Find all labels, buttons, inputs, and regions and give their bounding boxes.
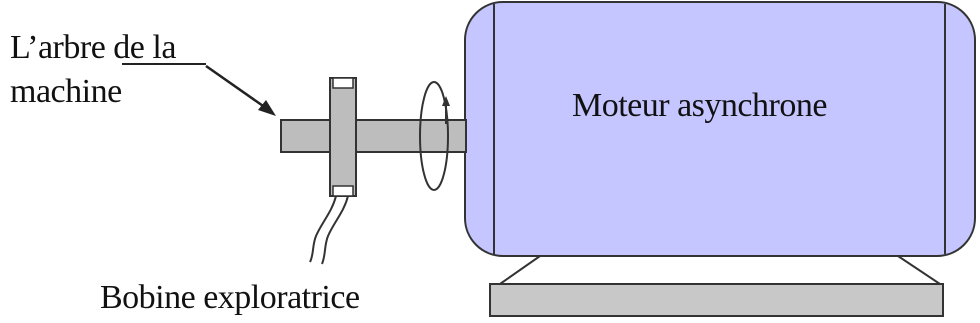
coil-wire-2 [322, 196, 348, 264]
motor-body [465, 2, 975, 256]
motor-base-plate [490, 284, 943, 316]
shaft-label-line1: L’arbre de la [10, 29, 176, 66]
machine-shaft [281, 120, 466, 152]
coil-ring-bottom-cap [333, 186, 353, 196]
shaft-label [10, 26, 176, 114]
shaft-pointer-arrowhead [258, 100, 276, 116]
coil-ring-top-cap [333, 78, 353, 88]
shaft-label-line2: machine [10, 73, 122, 110]
coil-label: Bobine exploratrice [100, 279, 360, 316]
motor-label: Moteur asynchrone [572, 87, 827, 124]
coil-ring [330, 78, 356, 196]
motor-support [500, 256, 940, 284]
shaft-pointer-line [206, 66, 266, 108]
